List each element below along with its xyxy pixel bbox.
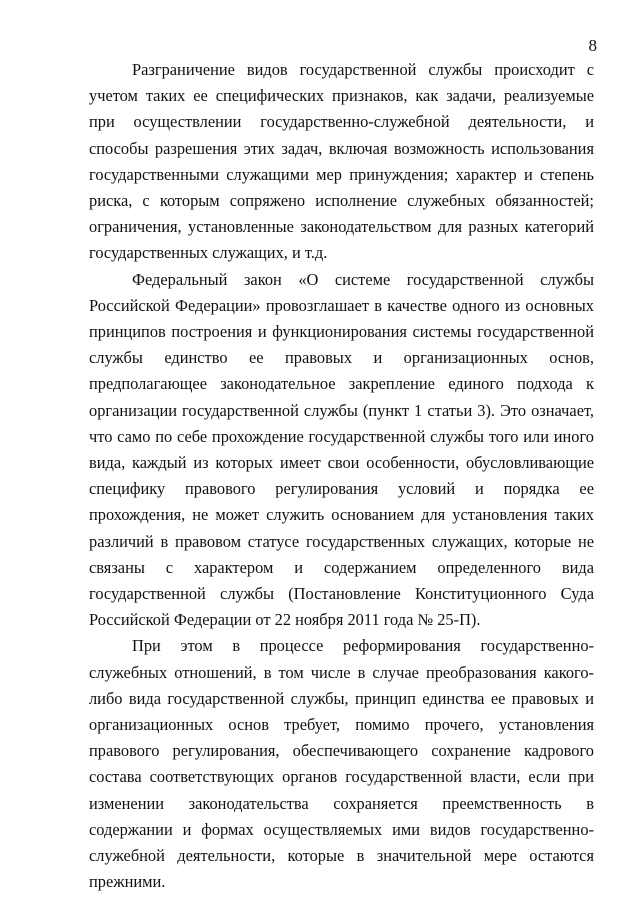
page-number: 8 [588,36,597,55]
paragraph-2: Федеральный закон «О системе государственной службы Российской Федерации» провозглашает в качестве одного из основных принципов построения и функционирования системы государственной службы единство ее правовых и организационных основ, предполагающее законодательное закрепление единого подхода к организации государственной службы (пункт 1 статьи 3). Это означает, что само по себе прохождение государственной службы того или иного вида, каждый из которых имеет свои особенности, обусловливающие специфику правового регулирования условий и порядка ее прохождения, не может служить основанием для установления таких различий в правовом статусе государственных служащих, которые не связаны с характером и содержанием определенного вида государственной службы (Постановление Конституционного Суда Российской Федерации от 22 ноября 2011 года № 25-П). [89,269,594,630]
paragraph-1: Разграничение видов государственной службы происходит с учетом таких ее специфических признаков, как задачи, реализуемые при осуществлении государственно-служебной деятельности, и способы разрешения этих задач, включая возможность использования государственными служащими мер принуждения; характер и степень риска, с которым сопряжено исполнение служебных обязанностей; ограничения, установленные законодательством для разных категорий государственных служащих, и т.д. [89,60,594,263]
paragraph-3: При этом в процессе реформирования государственно-служебных отношений, в том числе в случае преобразования какого-либо вида государственной службы, принцип единства ее правовых и организационных основ требует, помимо прочего, установления правового регулирования, обеспечивающего сохранение кадрового состава соответствующих органов государственной власти, если при изменении законодательства сохраняется преемственность в содержании и формах осуществляемых ими видов государственно-служебной деятельности, которые в значительной мере остаются прежними. [89,636,594,892]
document-body [89,57,594,896]
